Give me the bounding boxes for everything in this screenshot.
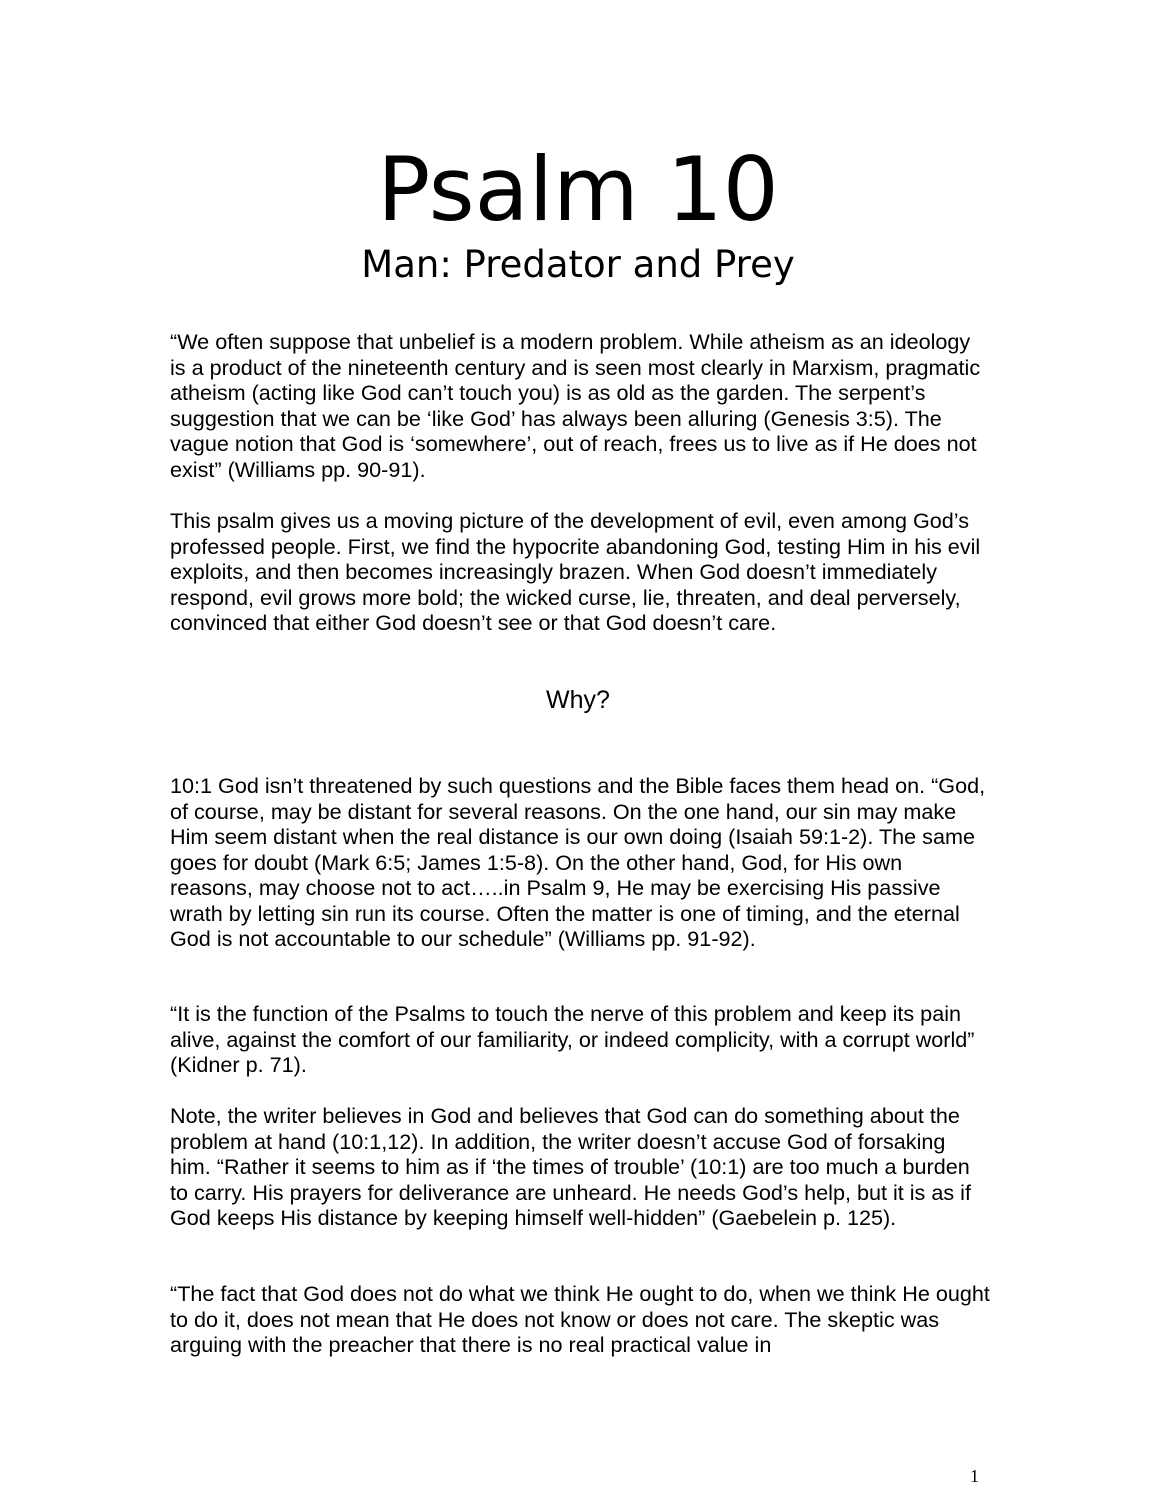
intro-paragraph-quote: “We often suppose that unbelief is a modern problem. While atheism as an ideology is a product of the nineteenth century and is seen most clearly in Marxism, pragmatic atheism (acting like God can’t touch you) is as old as the garden. The serpent’s suggestion that we can be ‘like God’ has always been alluring (Genesis 3:5). The vague notion that God is ‘somewhere’, out of reach, frees us to live as if He does not exist” (Williams pp. 90-91). (170, 329, 981, 482)
page-subtitle: Man: Predator and Prey (361, 243, 795, 286)
section-paragraph-kidner: “It is the function of the Psalms to touch the nerve of this problem and keep its pain alive, against the comfort of our familiarity, or indeed complicity, with a corrupt world” (Kidner p. 71). (170, 1001, 975, 1077)
section-paragraph-note: Note, the writer believes in God and believes that God can do something about the problem at hand (10:1,12). In addition, the writer doesn’t accuse God of forsaking him. “Rather it seems to him as if ‘the times of trouble’ (10:1) are too much a burden to carry. His prayers for deliverance are unheard. He needs God’s help, but it is as if God keeps His distance by keeping himself well-hidden” (Gaebelein p. 125). (170, 1103, 971, 1230)
intro-paragraph-development: This psalm gives us a moving picture of the development of evil, even among God’s professed people. First, we find the hypocrite abandoning God, testing Him in his evil exploits, and then becomes increasingly brazen. When God doesn’t immediately respond, evil grows more bold; the wicked curse, lie, threaten, and deal perversely, convinced that either God doesn’t see or that God doesn’t care. (170, 508, 981, 635)
section-heading: Why? (546, 686, 610, 714)
section-paragraph-verse-1: 10:1 God isn’t threatened by such questions and the Bible faces them head on. “God, of course, may be distant for several reasons. On the one hand, our sin may make Him seem distant when the real distance is our own doing (Isaiah 59:1-2). The same goes for doubt (Mark 6:5; James 1:5-8). On the other hand, God, for His own reasons, may choose not to act…..in Psalm 9, He may be exercising His passive wrath by letting sin run its course. Often the matter is one of timing, and the eternal God is not accountable to our schedule” (Williams pp. 91-92). (170, 773, 986, 951)
page-title: Psalm 10 (377, 138, 779, 241)
page-number: 1 (970, 1466, 979, 1486)
section-paragraph-skeptic: “The fact that God does not do what we think He ought to do, when we think He ought to do it, does not mean that He does not know or does not care. The skeptic was arguing with the preacher that there is no real practical value in (170, 1281, 990, 1357)
